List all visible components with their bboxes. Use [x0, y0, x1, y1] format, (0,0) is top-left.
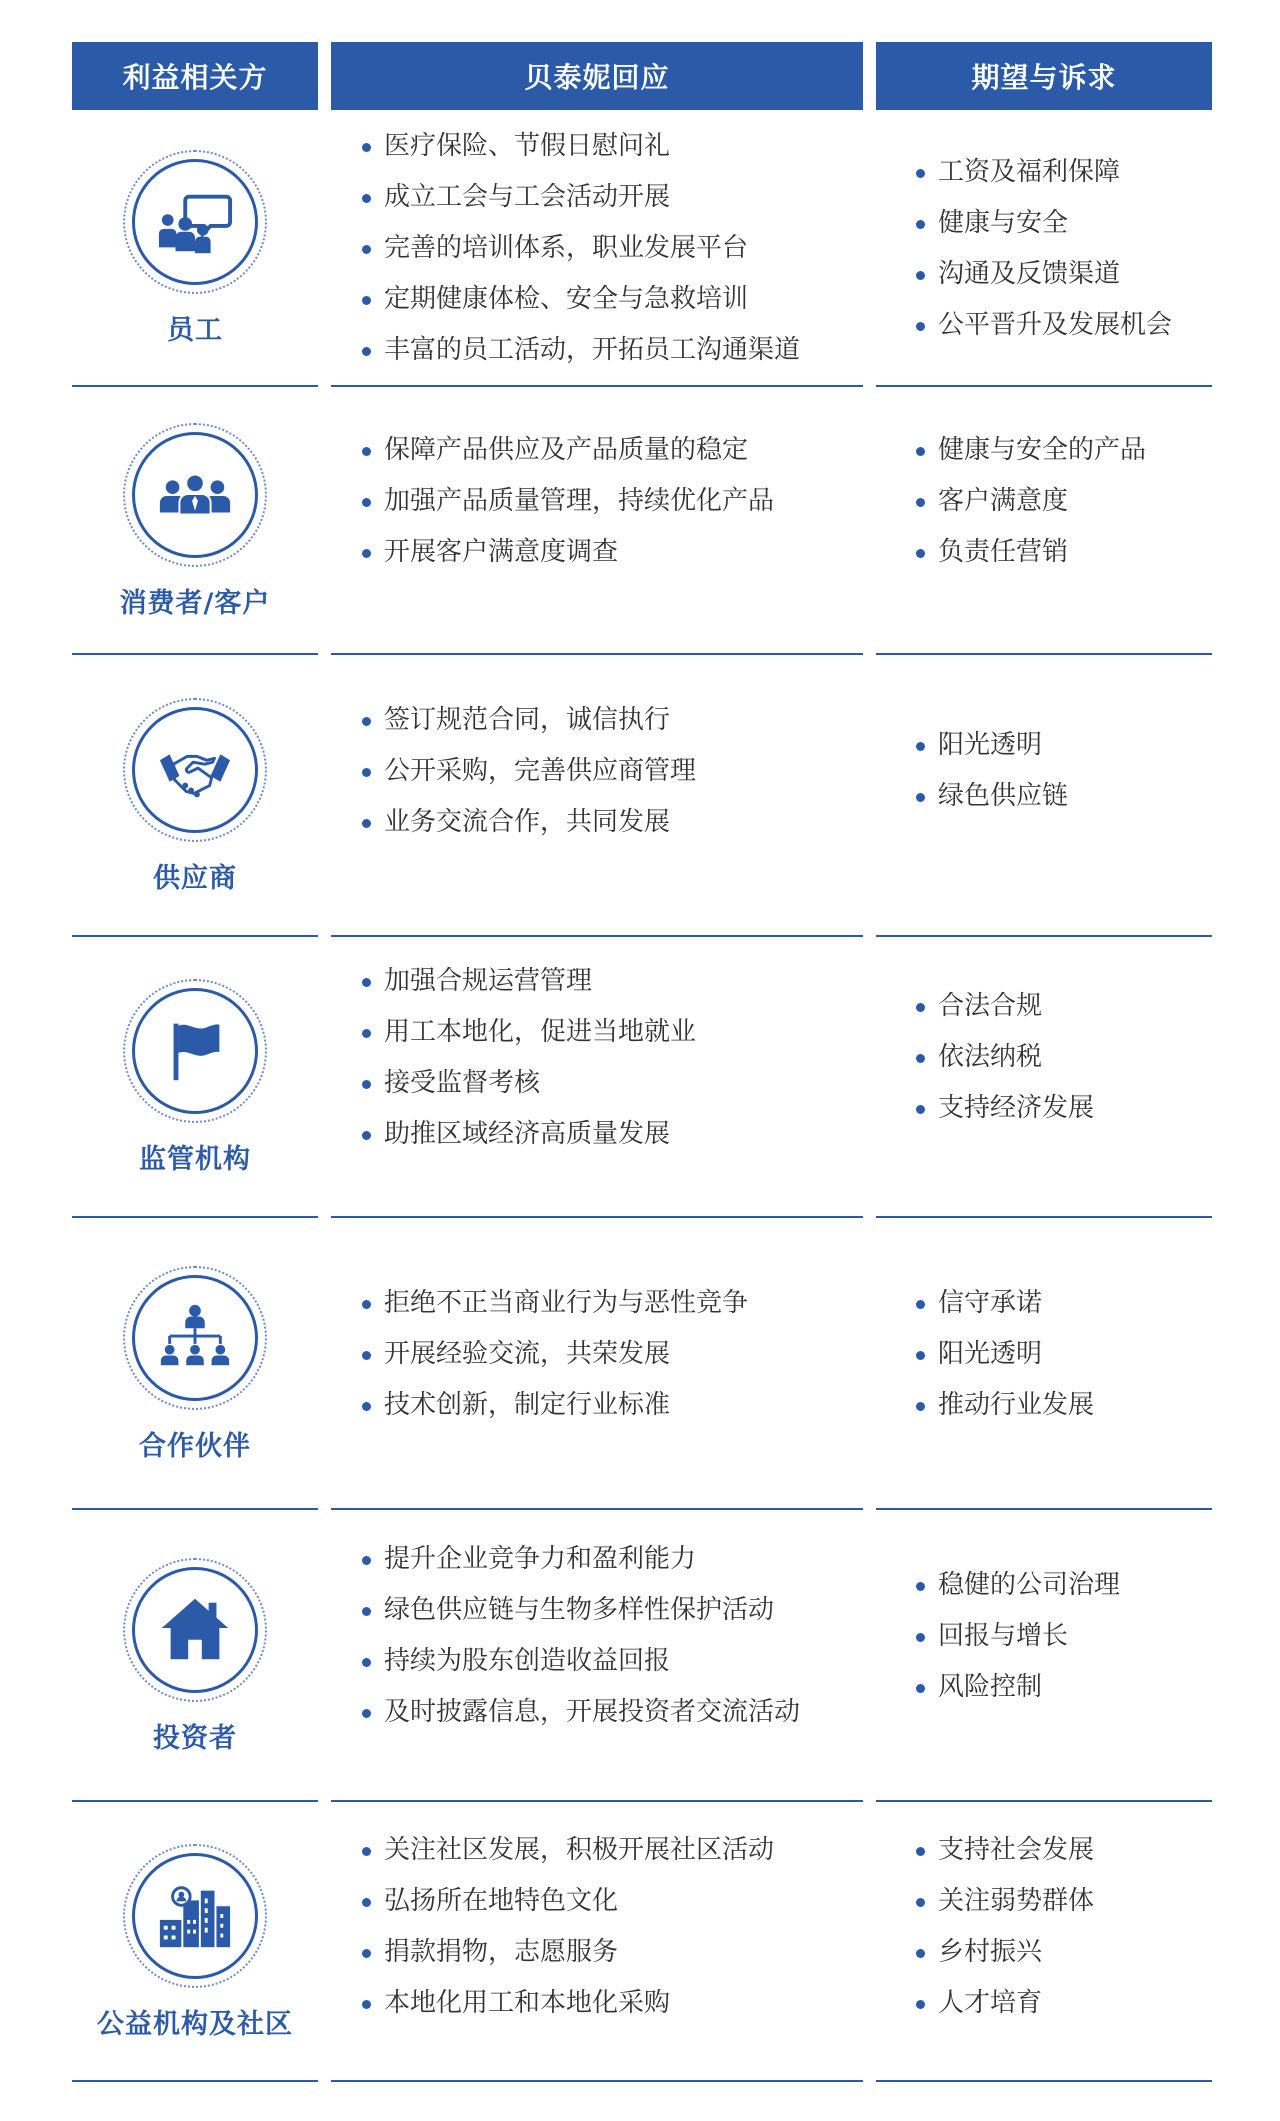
list-item: 开展客户满意度调查 [362, 527, 872, 578]
stakeholder-name: 消费者/客户 [119, 587, 271, 619]
list-item: 完善的培训体系，职业发展平台 [362, 223, 872, 274]
list-item: 本地化用工和本地化采购 [362, 1978, 872, 2029]
response-list [362, 387, 872, 615]
list-item: 丰富的员工活动，开拓员工沟通渠道 [362, 325, 872, 376]
row-divider [72, 2080, 318, 2082]
list-item: 支持经济发展 [916, 1083, 1216, 1134]
header-expectations: 期望与诉求 [876, 42, 1212, 110]
list-item: 风险控制 [916, 1662, 1216, 1713]
list-item: 持续为股东创造收益回报 [362, 1636, 872, 1687]
list-item: 定期健康体检、安全与急救培训 [362, 274, 872, 325]
list-item: 信守承诺 [916, 1278, 1216, 1329]
stakeholder-name: 投资者 [153, 1722, 237, 1754]
list-item: 及时披露信息，开展投资者交流活动 [362, 1687, 872, 1738]
list-item: 成立工会与工会活动开展 [362, 172, 872, 223]
response-list [362, 655, 872, 887]
expectation-list [916, 1218, 1216, 1490]
expectation-list [916, 1510, 1216, 1762]
list-item: 人才培育 [916, 1978, 1216, 2029]
list-item: 捐款捐物，志愿服务 [362, 1927, 872, 1978]
expectation-list [916, 387, 1216, 615]
expectation-list [916, 1802, 1216, 2052]
list-item: 保障产品供应及产品质量的稳定 [362, 425, 872, 476]
list-item: 关注弱势群体 [916, 1876, 1216, 1927]
org-chart-icon [156, 1299, 234, 1377]
list-item: 健康与安全 [916, 198, 1216, 249]
list-item: 加强合规运营管理 [362, 956, 872, 1007]
list-item: 阳光透明 [916, 720, 1216, 771]
list-item: 推动行业发展 [916, 1380, 1216, 1431]
table-row-customers [0, 387, 1280, 655]
list-item: 业务交流合作，共同发展 [362, 797, 872, 848]
response-list [362, 937, 872, 1178]
stakeholder-name: 公益机构及社区 [97, 2008, 293, 2040]
expectation-list [916, 655, 1216, 887]
list-item: 公平晋升及发展机会 [916, 300, 1216, 351]
list-item: 加强产品质量管理，持续优化产品 [362, 476, 872, 527]
list-item: 工资及福利保障 [916, 147, 1216, 198]
list-item: 回报与增长 [916, 1611, 1216, 1662]
stakeholder-name: 监管机构 [139, 1144, 251, 1175]
response-list [362, 1802, 872, 2052]
stakeholder-name: 员工 [167, 315, 223, 346]
list-item: 开展经验交流，共荣发展 [362, 1329, 872, 1380]
list-item: 绿色供应链与生物多样性保护活动 [362, 1585, 872, 1636]
stakeholder-cell [72, 387, 318, 655]
row-divider [876, 2080, 1212, 2082]
employee-speech-icon [156, 183, 234, 261]
list-item: 弘扬所在地特色文化 [362, 1876, 872, 1927]
list-item: 阳光透明 [916, 1329, 1216, 1380]
list-item: 关注社区发展，积极开展社区活动 [362, 1825, 872, 1876]
list-item: 绿色供应链 [916, 771, 1216, 822]
flag-icon [156, 1012, 234, 1090]
response-list [362, 1510, 872, 1762]
community-buildings-icon [156, 1877, 234, 1955]
list-item: 提升企业竞争力和盈利能力 [362, 1534, 872, 1585]
list-item: 乡村振兴 [916, 1927, 1216, 1978]
stakeholder-cell [72, 937, 318, 1218]
customers-group-icon [156, 456, 234, 534]
table-row-community [0, 1802, 1280, 2082]
table-row-employees [0, 110, 1280, 387]
stakeholder-name: 合作伙伴 [139, 1430, 251, 1462]
list-item: 沟通及反馈渠道 [916, 249, 1216, 300]
row-divider [331, 2080, 863, 2082]
list-item: 依法纳税 [916, 1032, 1216, 1083]
stakeholder-cell [72, 1802, 318, 2082]
header-stakeholder: 利益相关方 [72, 42, 318, 110]
house-icon [156, 1591, 234, 1669]
list-item: 负责任营销 [916, 527, 1216, 578]
expectation-list [916, 110, 1216, 387]
list-item: 医疗保险、节假日慰问礼 [362, 121, 872, 172]
table-row-investors [0, 1510, 1280, 1802]
expectation-list [916, 937, 1216, 1178]
list-item: 健康与安全的产品 [916, 425, 1216, 476]
list-item: 稳健的公司治理 [916, 1560, 1216, 1611]
response-list [362, 110, 872, 387]
handshake-icon [156, 731, 234, 809]
list-item: 签订规范合同，诚信执行 [362, 695, 872, 746]
list-item: 支持社会发展 [916, 1825, 1216, 1876]
list-item: 接受监督考核 [362, 1058, 872, 1109]
list-item: 拒绝不正当商业行为与恶性竞争 [362, 1278, 872, 1329]
stakeholder-cell [72, 1218, 318, 1510]
list-item: 用工本地化，促进当地就业 [362, 1007, 872, 1058]
list-item: 技术创新，制定行业标准 [362, 1380, 872, 1431]
header-response: 贝泰妮回应 [331, 42, 863, 110]
stakeholder-cell [72, 655, 318, 937]
list-item: 合法合规 [916, 981, 1216, 1032]
list-item: 客户满意度 [916, 476, 1216, 527]
table-row-suppliers [0, 655, 1280, 937]
table-row-partners [0, 1218, 1280, 1510]
list-item: 公开采购，完善供应商管理 [362, 746, 872, 797]
stakeholder-cell [72, 110, 318, 387]
stakeholder-name: 供应商 [153, 862, 237, 894]
table-row-regulators [0, 937, 1280, 1218]
response-list [362, 1218, 872, 1490]
list-item: 助推区域经济高质量发展 [362, 1109, 872, 1160]
stakeholder-cell [72, 1510, 318, 1802]
